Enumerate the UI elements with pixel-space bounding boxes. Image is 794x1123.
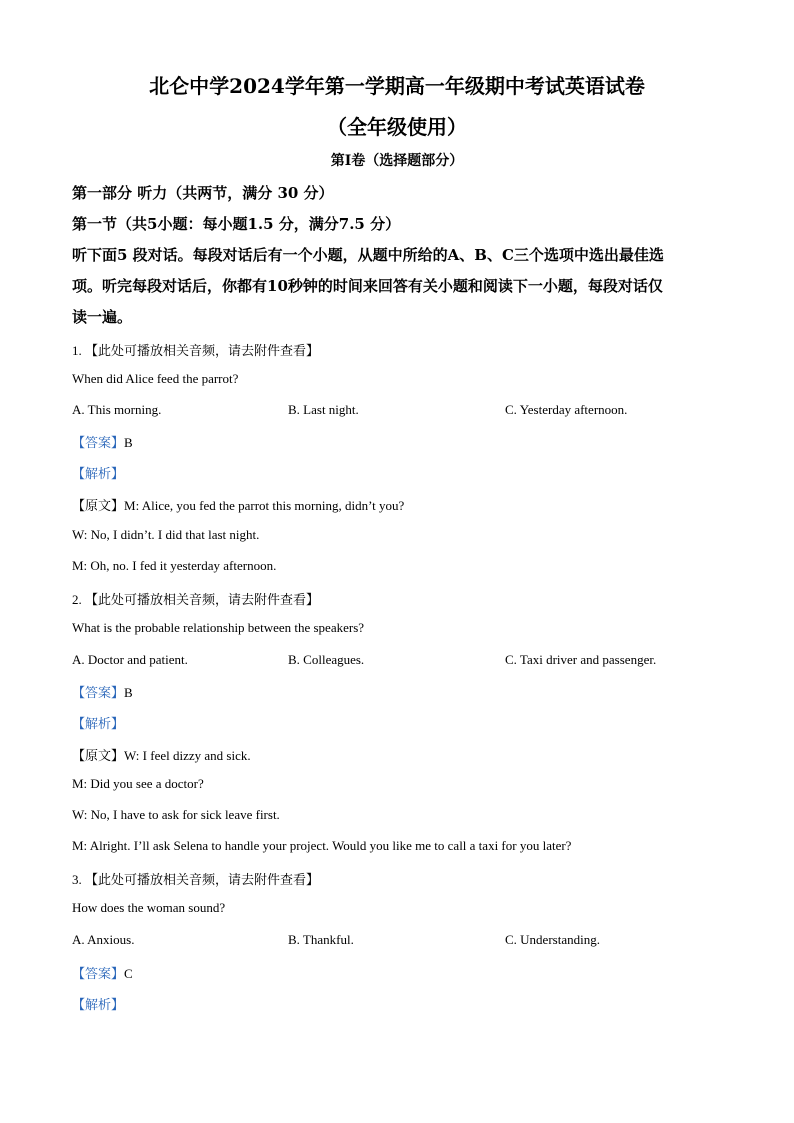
answer-value: B bbox=[124, 685, 133, 700]
q2-option-c: C. Taxi driver and passenger. bbox=[505, 652, 657, 667]
q1-analysis bbox=[72, 463, 124, 482]
answer-label: 【答案】 bbox=[72, 966, 125, 981]
section-heading: 第一节（共5小题：每小题1.5 分，满分7.5 分） bbox=[72, 215, 401, 233]
audio-placeholder[interactable]: 【此处可播放相关音频，请去附件查看】 bbox=[85, 343, 320, 358]
transcript-text: M: Alice, you fed the parrot this morning, didn’t you? bbox=[124, 498, 405, 513]
answer-value: B bbox=[124, 435, 133, 450]
original-label: 【原文】 bbox=[72, 748, 125, 763]
original-label: 【原文】 bbox=[72, 498, 125, 513]
q3-option-c: C. Understanding. bbox=[505, 932, 600, 947]
analysis-label: 【解析】 bbox=[72, 467, 125, 482]
answer-value: C bbox=[124, 966, 133, 981]
question-number: 2. bbox=[72, 592, 82, 607]
q1-transcript-1 bbox=[72, 495, 404, 514]
audio-placeholder[interactable]: 【此处可播放相关音频，请去附件查看】 bbox=[85, 592, 320, 607]
q2-answer bbox=[72, 682, 133, 701]
instructions-line-2: 项。听完每段对话后，你都有10秒钟的时间来回答有关小题和阅读下一小题，每段对话仅 bbox=[72, 277, 663, 295]
instructions-line-1: 听下面5 段对话。每段对话后有一个小题，从题中所给的A、B、C三个选项中选出最佳选 bbox=[72, 246, 664, 264]
question-number: 3. bbox=[72, 872, 82, 887]
q3-analysis bbox=[72, 994, 124, 1013]
q3-answer bbox=[72, 963, 133, 982]
part-heading: 第一部分 听力（共两节，满分 30 分） bbox=[72, 184, 334, 202]
transcript-text: W: I feel dizzy and sick. bbox=[124, 748, 251, 763]
question-2-audio[interactable] bbox=[72, 589, 319, 608]
analysis-label: 【解析】 bbox=[72, 998, 125, 1013]
question-3-audio[interactable] bbox=[72, 869, 319, 888]
q2-transcript-1 bbox=[72, 745, 251, 764]
q1-transcript-2: W: No, I didn’t. I did that last night. bbox=[72, 527, 260, 542]
q2-option-a: A. Doctor and patient. bbox=[72, 652, 188, 667]
q1-option-c: C. Yesterday afternoon. bbox=[505, 402, 628, 417]
question-3-text: How does the woman sound? bbox=[72, 900, 226, 915]
q1-option-b: B. Last night. bbox=[288, 402, 359, 417]
exam-title: 北仑中学2024学年第一学期高一年级期中考试英语试卷 bbox=[149, 74, 645, 98]
answer-label: 【答案】 bbox=[72, 435, 125, 450]
analysis-label: 【解析】 bbox=[72, 717, 125, 732]
q2-transcript-4: M: Alright. I’ll ask Selena to handle your project. Would you like me to call a taxi for you later? bbox=[72, 838, 572, 853]
question-1-audio[interactable] bbox=[72, 340, 319, 359]
q2-analysis bbox=[72, 713, 124, 732]
q3-option-a: A. Anxious. bbox=[72, 932, 135, 947]
q1-answer bbox=[72, 432, 133, 451]
question-number: 1. bbox=[72, 343, 82, 358]
q2-transcript-2: M: Did you see a doctor? bbox=[72, 776, 204, 791]
volume-heading: 第I卷（选择题部分） bbox=[330, 153, 464, 169]
audio-placeholder[interactable]: 【此处可播放相关音频，请去附件查看】 bbox=[85, 872, 320, 887]
q2-option-b: B. Colleagues. bbox=[288, 652, 365, 667]
answer-label: 【答案】 bbox=[72, 685, 125, 700]
question-1-text: When did Alice feed the parrot? bbox=[72, 371, 239, 386]
exam-subtitle: （全年级使用） bbox=[327, 115, 467, 139]
q3-option-b: B. Thankful. bbox=[288, 932, 354, 947]
q2-transcript-3: W: No, I have to ask for sick leave first. bbox=[72, 807, 280, 822]
q1-option-a: A. This morning. bbox=[72, 402, 162, 417]
question-2-text: What is the probable relationship between the speakers? bbox=[72, 620, 365, 635]
instructions-line-3: 读一遍。 bbox=[72, 308, 133, 326]
q1-transcript-3: M: Oh, no. I fed it yesterday afternoon. bbox=[72, 558, 277, 573]
